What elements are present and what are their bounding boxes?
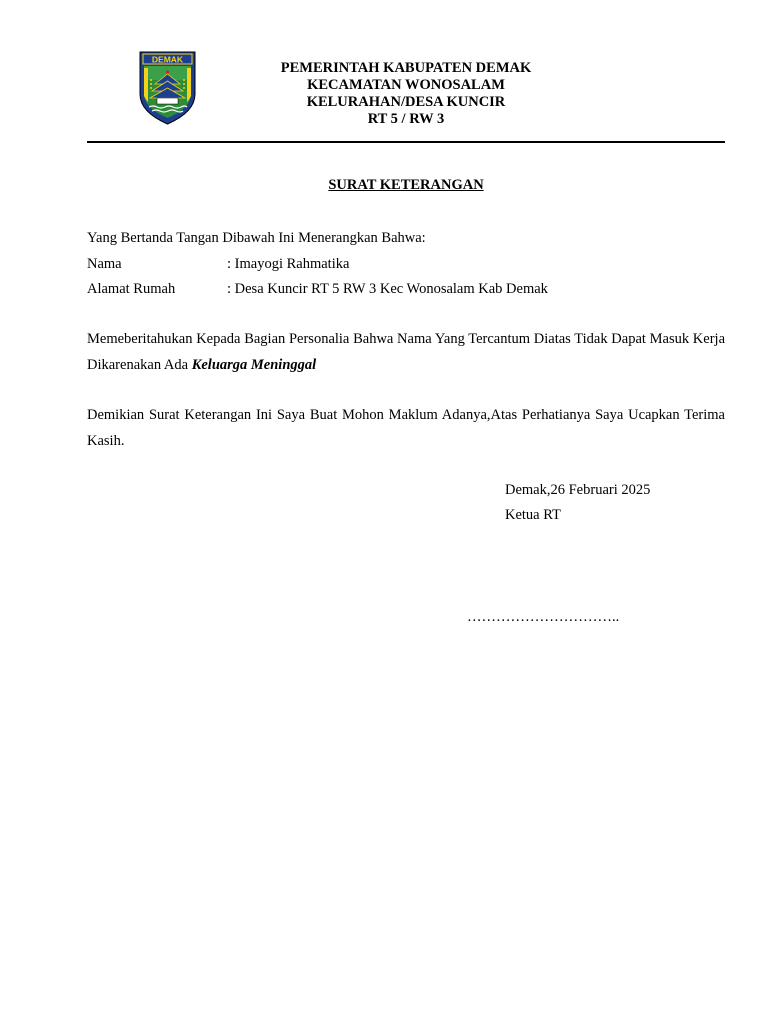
- body-paragraph-1-emphasis: Keluarga Meninggal: [191, 357, 317, 373]
- svg-text:DEMAK: DEMAK: [151, 54, 184, 65]
- address-label: Alamat Rumah: [87, 281, 176, 297]
- letterhead-line-1: PEMERINTAH KABUPATEN DEMAK: [280, 60, 532, 76]
- body-paragraph-1-text: Memeberitahukan Kepada Bagian Personalia Bahwa Nama Yang Tercantum Diatas Tidak Dapat Masuk Kerja Dikarenakan Ada: [87, 331, 725, 373]
- signature-place-date: Demak,26 Februari 2025: [505, 482, 651, 498]
- body-paragraph-1: [87, 326, 725, 378]
- body-paragraph-2: Demikian Surat Keterangan Ini Saya Buat Mohon Maklum Adanya,Atas Perhatianya Saya Ucapkan Terima Kasih.: [87, 407, 725, 449]
- name-value: : Imayogi Rahmatika: [227, 256, 350, 272]
- intro-text: Yang Bertanda Tangan Dibawah Ini Menerangkan Bahwa:: [87, 230, 426, 246]
- letterhead-line-4: RT 5 / RW 3: [367, 111, 445, 127]
- letterhead-divider: [87, 141, 725, 143]
- letterhead: [226, 60, 586, 128]
- demak-emblem-logo: [137, 50, 198, 126]
- letter-title: SURAT KETERANGAN: [328, 177, 484, 193]
- address-value: : Desa Kuncir RT 5 RW 3 Kec Wonosalam Kab Demak: [227, 281, 548, 297]
- letterhead-line-2: KECAMATAN WONOSALAM: [307, 77, 505, 93]
- signature-role: Ketua RT: [505, 507, 561, 523]
- letterhead-line-3: KELURAHAN/DESA KUNCIR: [306, 94, 506, 110]
- signature-name-placeholder: …………………………..: [467, 609, 620, 625]
- name-label: Nama: [87, 256, 122, 272]
